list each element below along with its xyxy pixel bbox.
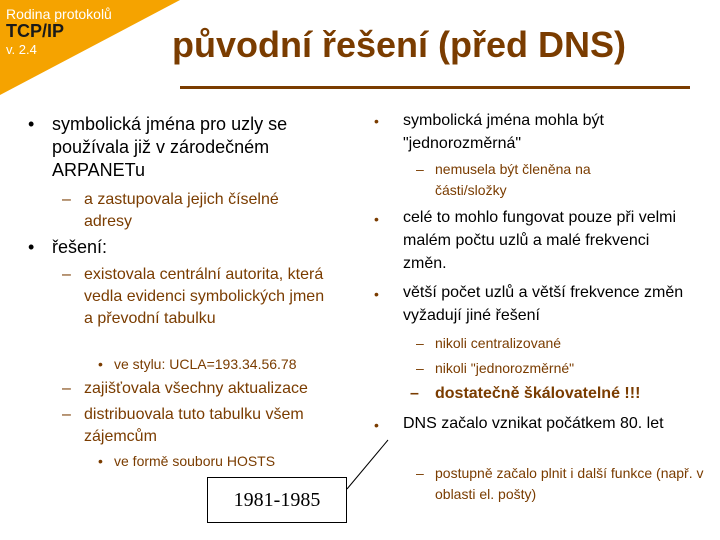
- dash-marker: –: [62, 406, 71, 423]
- dash-marker: –: [62, 266, 71, 283]
- bullet-marker: •: [98, 453, 103, 469]
- version-label: v. 2.4: [6, 42, 37, 57]
- bullet-marker: •: [374, 417, 379, 433]
- bullet-marker: •: [28, 237, 35, 257]
- left-bullet-1: symbolická jména pro uzly se používala již v zárodečném ARPANETu: [52, 114, 288, 180]
- left-bullet-2-sub-2: zajišťovala všechny aktualizace: [84, 380, 308, 397]
- dash-marker: –: [62, 191, 71, 208]
- dash-marker: –: [62, 380, 71, 397]
- bullet-marker: •: [374, 286, 379, 302]
- left-bullet-2-sub-3: distribuovala tuto tabulku všem zájemcům: [84, 406, 304, 445]
- left-bullet-1-sub: a zastupovala jejich číselné adresy: [84, 191, 279, 230]
- right-bullet-3-sub-3: dostatečně škálovatelné !!!: [435, 385, 641, 402]
- left-example-hosts: ve formě souboru HOSTS: [114, 453, 276, 469]
- bullet-marker: •: [28, 114, 35, 134]
- right-bullet-4-sub: postupně začalo plnit i další funkce (např. v oblasti el. pošty): [435, 465, 704, 502]
- series-label: Rodina protokolů: [6, 6, 112, 22]
- dash-marker: –: [410, 385, 419, 402]
- bullet-marker: •: [98, 356, 103, 372]
- bullet-marker: •: [374, 113, 379, 129]
- left-bullet-2: řešení:: [52, 237, 108, 257]
- date-range-box: 1981-1985: [207, 477, 347, 523]
- dash-marker: –: [416, 465, 424, 481]
- dash-marker: –: [416, 360, 424, 376]
- left-example-ucla: ve stylu: UCLA=193.34.56.78: [114, 356, 297, 372]
- bullet-marker: •: [374, 211, 379, 227]
- right-bullet-2: celé to mohlo fungovat pouze při velmi malém počtu uzlů a malé frekvenci změn.: [403, 209, 677, 272]
- right-bullet-3-sub-2: nikoli "jednorozměrné": [435, 360, 575, 376]
- right-bullet-4: DNS začalo vznikat počátkem 80. let: [403, 415, 664, 432]
- dash-marker: –: [416, 335, 424, 351]
- course-title: TCP/IP: [6, 21, 65, 41]
- slide-title: původní řešení (před DNS): [172, 24, 627, 65]
- dash-marker: –: [416, 161, 424, 177]
- right-bullet-3: větší počet uzlů a větší frekvence změn vyžadují jiné řešení: [403, 284, 684, 324]
- right-bullet-1-sub: nemusela být členěna na části/složky: [435, 161, 591, 198]
- right-bullet-3-sub-1: nikoli centralizované: [435, 335, 562, 351]
- left-bullet-2-sub-1: existovala centrální autorita, která vedla evidenci symbolických jmen a převodní tabulku: [84, 266, 325, 327]
- right-bullet-1: symbolická jména mohla být "jednorozměrná": [403, 112, 604, 152]
